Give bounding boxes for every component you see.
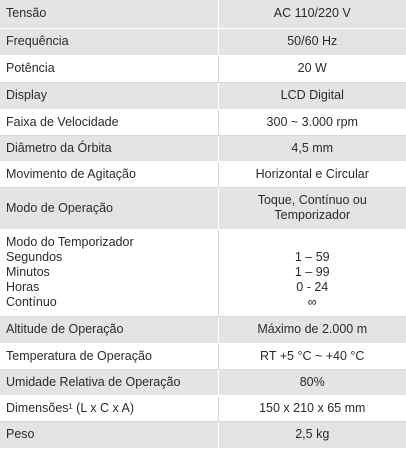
table-row-faixa-velocidade	[0, 109, 406, 135]
spec-label: Tensão	[0, 0, 218, 28]
spec-value: Máximo de 2.000 m	[218, 316, 406, 343]
spec-label: Frequência	[0, 28, 218, 55]
timer-sub-value: ∞	[307, 295, 317, 309]
spec-value: RT +5 °C ~ +40 °C	[218, 343, 406, 369]
table-row-frequencia	[0, 28, 406, 55]
spec-value	[218, 187, 406, 229]
spec-value: 150 x 210 x 65 mm	[218, 395, 406, 421]
table-row-peso	[0, 421, 406, 448]
timer-sub-label: Minutos	[6, 265, 50, 279]
spec-label: Modo do Temporizador	[6, 235, 134, 249]
timer-sub-value: 1 – 99	[294, 265, 330, 279]
spec-label: Faixa de Velocidade	[0, 109, 218, 135]
spec-value: 80%	[218, 369, 406, 395]
spec-value: 50/60 Hz	[218, 28, 406, 55]
table-row-movimento-agitacao	[0, 161, 406, 187]
spec-label: Peso	[0, 421, 218, 448]
spec-label: Display	[0, 82, 218, 109]
timer-sub-value: 1 – 59	[294, 250, 330, 264]
timer-mode-labels	[0, 229, 218, 316]
table-row-diametro-orbita	[0, 135, 406, 161]
spec-value: 4,5 mm	[218, 135, 406, 161]
spec-label: Potência	[0, 55, 218, 82]
table-row-modo-temporizador	[0, 229, 406, 316]
table-row-temperatura-operacao	[0, 343, 406, 369]
table-row-modo-operacao	[0, 187, 406, 229]
spec-value: 2,5 kg	[218, 421, 406, 448]
spec-value: LCD Digital	[218, 82, 406, 109]
spec-value: Horizontal e Circular	[218, 161, 406, 187]
spec-label: Diâmetro da Órbita	[0, 135, 218, 161]
table-row-display	[0, 82, 406, 109]
timer-sub-label: Contínuo	[6, 295, 57, 309]
spec-value: 20 W	[218, 55, 406, 82]
table-row-dimensoes	[0, 395, 406, 421]
spec-label: Umidade Relativa de Operação	[0, 369, 218, 395]
table-row-potencia	[0, 55, 406, 82]
timer-sub-value: 0 - 24	[296, 280, 329, 294]
table-row-umidade-relativa	[0, 369, 406, 395]
spec-label: Temperatura de Operação	[0, 343, 218, 369]
spec-label: Dimensões¹ (L x C x A)	[0, 395, 218, 421]
spec-label: Modo de Operação	[0, 187, 218, 229]
spec-value: AC 110/220 V	[218, 0, 406, 28]
spec-value-line: Toque, Contínuo ou	[257, 193, 367, 207]
spec-label: Movimento de Agitação	[0, 161, 218, 187]
timer-sub-label: Segundos	[6, 250, 63, 264]
spec-label: Altitude de Operação	[0, 316, 218, 343]
spec-value: 300 ~ 3.000 rpm	[218, 109, 406, 135]
timer-mode-values	[218, 229, 406, 316]
table-row-altitude-operacao	[0, 316, 406, 343]
timer-sub-label: Horas	[6, 280, 40, 294]
spec-value-line: Temporizador	[274, 208, 351, 222]
table-row-tensao	[0, 0, 406, 28]
